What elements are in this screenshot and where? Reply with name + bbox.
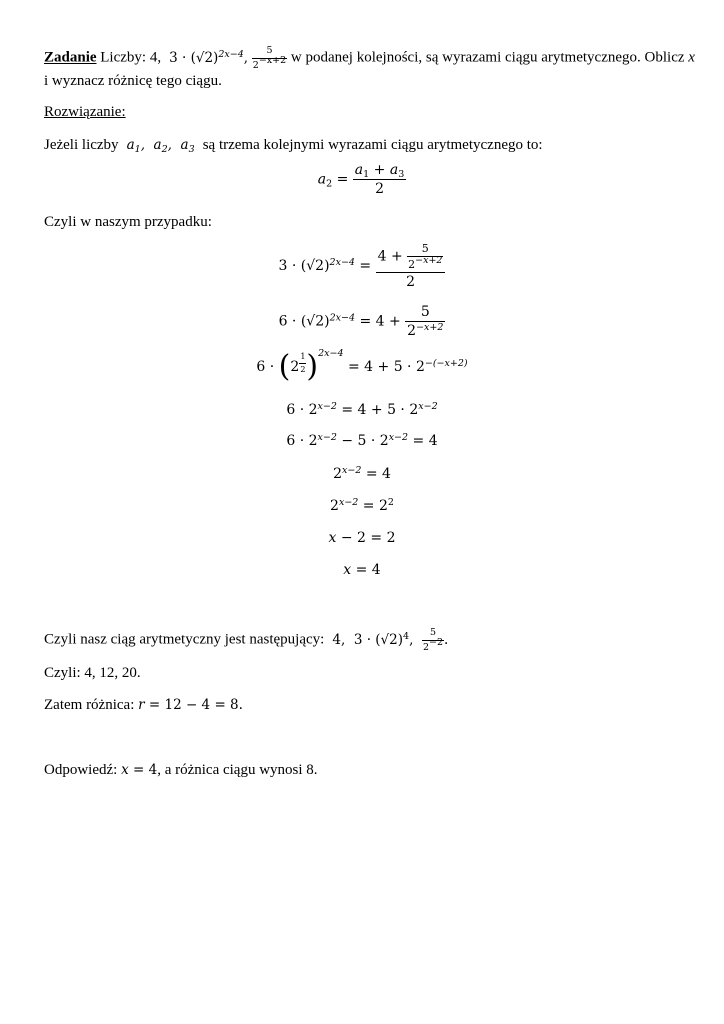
equation-1: $3 \cdot (√2)^{2x-4}$ = 4 + $\frac{5}{2^{-x+2}}$ 2 bbox=[0, 243, 724, 289]
task-heading: Zadanie bbox=[44, 49, 97, 66]
equation-step-4: $2^{x-2} = 2^2$ bbox=[330, 496, 394, 514]
equation-step-1: $6 \cdot 2^{x-2} = 4 + 5 \cdot 2^{x-2}$ bbox=[286, 400, 438, 418]
equation-step-2: $6 \cdot 2^{x-2} - 5 \cdot 2^{x-2} = 4$ bbox=[286, 431, 438, 449]
equation-3: 6 · (2 $^{\frac{1}{2}}$ )$^{2x-4} = 4 + 5 \cdot 2^{-(-x+2)}$ bbox=[256, 347, 468, 384]
sequence-terms: 4, $3 \cdot (√2)^4$, $\frac{5}{2^{-2}}$ . bbox=[328, 627, 449, 653]
task-var-x: x bbox=[688, 49, 695, 66]
task-line-2: i wyznacz różnicę tego ciągu. bbox=[44, 73, 222, 89]
equation-step-3: $2^{x-2} = 4$ bbox=[333, 464, 391, 482]
sequence-values: Czyli: 4, 12, 20. bbox=[44, 665, 141, 681]
answer-rest: , a różnica ciągu wynosi 8. bbox=[157, 762, 318, 778]
equation-step-6: x = 4 bbox=[343, 562, 381, 578]
sequence-intro: Czyli nasz ciąg arytmetyczny jest następujący: bbox=[44, 631, 325, 648]
solution-line1-pre: Jeżeli liczby bbox=[44, 137, 119, 153]
solution-terms: $a_1$, $a_2$, $a_3$ bbox=[122, 137, 195, 155]
solution-line1-post: są trzema kolejnymi wyrazami ciągu arytmetycznego to: bbox=[202, 137, 543, 153]
task-line1-rest: w podanej kolejności, są wyrazami ciągu arytmetycznego. Oblicz bbox=[290, 49, 685, 66]
difference-expr: r = 12 − 4 = 8. bbox=[138, 697, 243, 713]
solution-heading: Rozwiązanie: bbox=[44, 104, 126, 120]
answer-label: Odpowiedź: bbox=[44, 762, 118, 778]
task-term2: $3 \cdot (√2)^{2x-4}$, bbox=[164, 48, 249, 66]
sequence-line bbox=[44, 628, 448, 652]
task-term3-fraction: $\frac{5}{2^{-x+2}}$ bbox=[252, 45, 287, 71]
case-label: Czyli w naszym przypadku: bbox=[44, 214, 212, 230]
task-line-1 bbox=[44, 46, 695, 70]
equation-step-5: x − 2 = 2 bbox=[328, 530, 396, 546]
formula-mean-fraction: $\frac{a_1 + a_3}{2}$ bbox=[354, 162, 405, 197]
solution-line-1 bbox=[44, 136, 543, 154]
formula-mean: $a_2$ = $\frac{a_1 + a_3}{2}$ bbox=[317, 162, 405, 197]
task-intro: Liczby: 4, bbox=[100, 49, 162, 66]
answer-line bbox=[44, 761, 318, 779]
answer-expr: x = 4 bbox=[121, 762, 158, 778]
difference-label: Zatem różnica: bbox=[44, 697, 135, 713]
equation-2: $6 \cdot (√2)^{2x-4} = 4$ + $\frac{5}{2^{-x+2}}$ bbox=[278, 304, 444, 339]
difference-line bbox=[44, 696, 243, 714]
